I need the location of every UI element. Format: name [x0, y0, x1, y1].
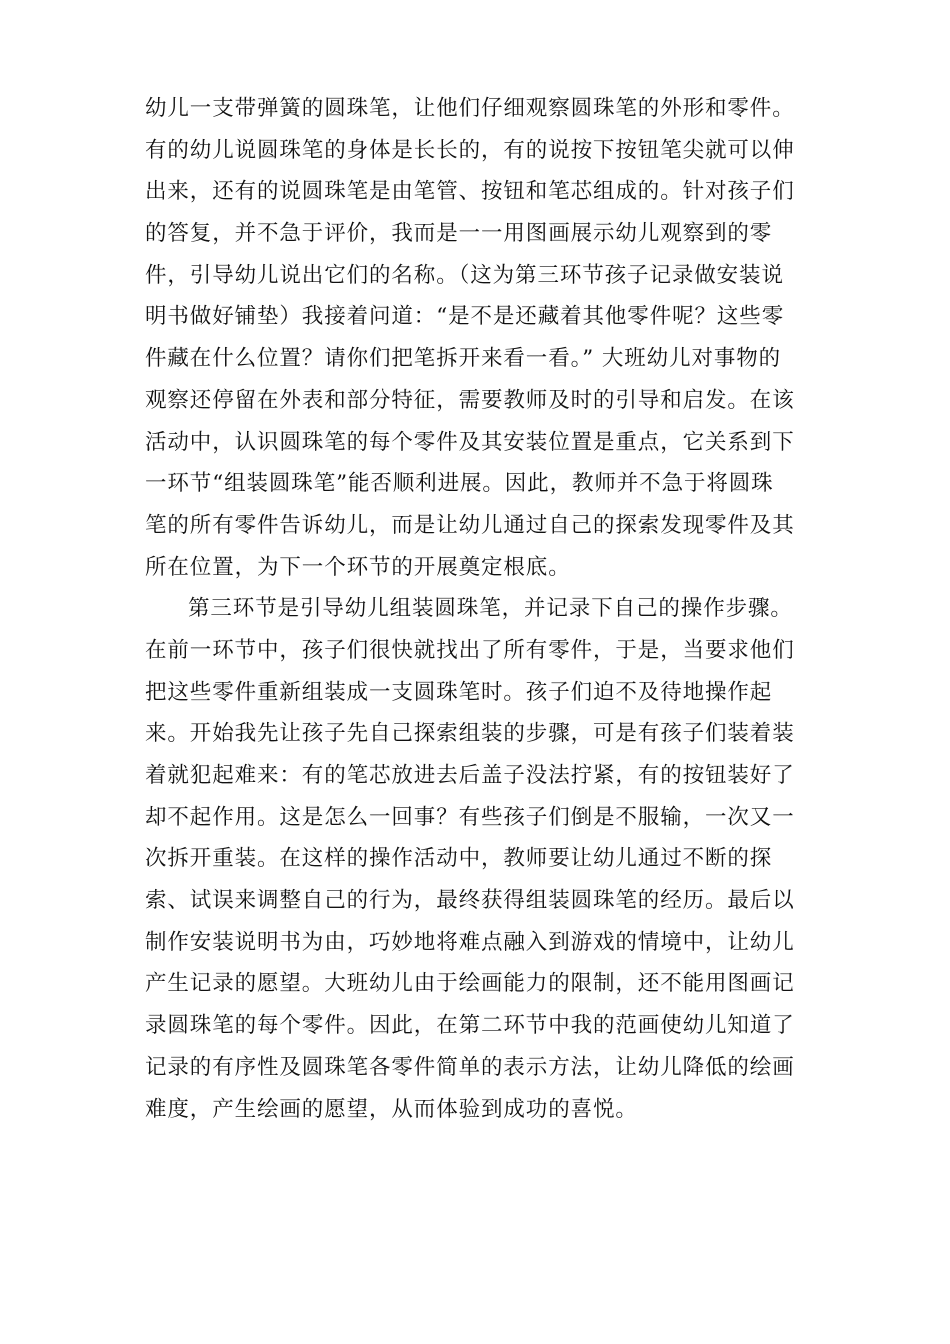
text-line: 的答复，并不急于评价，我而是一一用图画展示幼儿观察到的零	[145, 221, 773, 247]
paragraph-first-line: 第三环节是引导幼儿组装圆珠笔，并记录下自己的操作步骤。	[188, 596, 793, 622]
text-line: 索、试误来调整自己的行为，最终获得组装圆珠笔的经历。最后以	[145, 888, 795, 914]
text-line: 所在位置，为下一个环节的开展奠定根底。	[145, 554, 571, 580]
text-line: 有的幼儿说圆珠笔的身体是长长的，有的说按下按钮笔尖就可以伸	[145, 137, 795, 163]
text-line: 次拆开重装。在这样的操作活动中，教师要让幼儿通过不断的探	[145, 846, 773, 872]
text-line: 难度，产生绘画的愿望，从而体验到成功的喜悦。	[145, 1096, 638, 1122]
text-line: 产生记录的愿望。大班幼儿由于绘画能力的限制，还不能用图画记	[145, 971, 795, 997]
body-text	[145, 88, 825, 1130]
text-line: 着就犯起难来：有的笔芯放进去后盖子没法拧紧，有的按钮装好了	[145, 763, 795, 788]
text-line: 在前一环节中，孩子们很快就找出了所有零件，于是，当要求他们	[145, 637, 795, 663]
text-line: 件藏在什么位置？请你们把笔拆开来看一看。” 大班幼儿对事物的	[145, 346, 782, 372]
text-line: 记录的有序性及圆珠笔各零件简单的表示方法，让幼儿降低的绘画	[145, 1054, 795, 1080]
text-line: 录圆珠笔的每个零件。因此，在第二环节中我的范画使幼儿知道了	[145, 1013, 795, 1039]
text-line: 把这些零件重新组装成一支圆珠笔时。孩子们迫不及待地操作起	[145, 679, 773, 705]
text-line: 观察还停留在外表和部分特征，需要教师及时的引导和启发。在该	[145, 387, 795, 413]
text-line: 一环节“组装圆珠笔”能否顺利进展。因此，教师并不急于将圆珠	[145, 471, 774, 497]
text-line: 出来，还有的说圆珠笔是由笔管、按钮和笔芯组成的。针对孩子们	[145, 179, 795, 205]
text-line: 制作安装说明书为由，巧妙地将难点融入到游戏的情境中，让幼儿	[145, 929, 795, 955]
text-line: 件，引导幼儿说出它们的名称。（这为第三环节孩子记录做安装说	[145, 262, 784, 288]
text-line: 活动中，认识圆珠笔的每个零件及其安装位置是重点，它关系到下	[145, 429, 795, 455]
text-line: 幼儿一支带弹簧的圆珠笔，让他们仔细观察圆珠笔的外形和零件。	[145, 96, 795, 121]
text-line: 却不起作用。这是怎么一回事？有些孩子们倒是不服输，一次又一	[145, 804, 795, 830]
text-line: 笔的所有零件告诉幼儿，而是让幼儿通过自己的探索发现零件及其	[145, 512, 795, 538]
text-line: 明书做好铺垫）我接着问道：“是不是还藏着其他零件呢？这些零	[145, 304, 785, 330]
text-line: 来。开始我先让孩子先自己探索组装的步骤，可是有孩子们装着装	[145, 721, 795, 747]
